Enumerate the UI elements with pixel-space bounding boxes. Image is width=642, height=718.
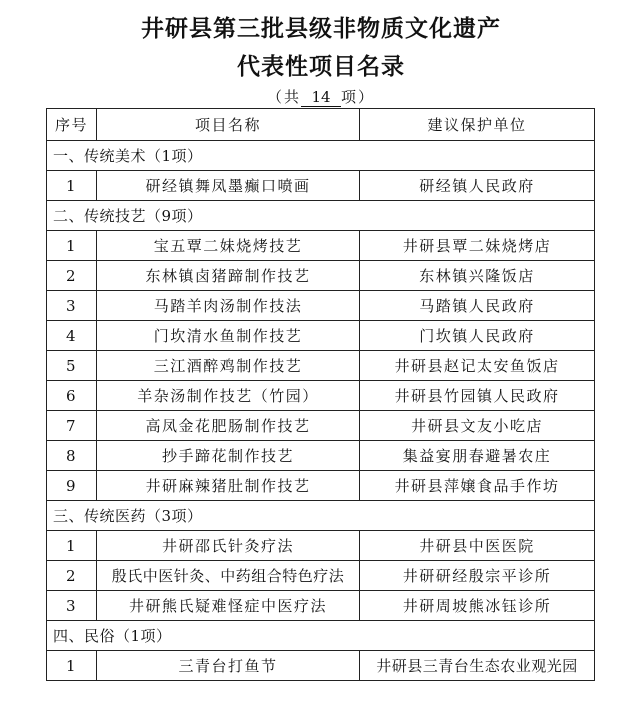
- header-no: 序号: [47, 109, 97, 141]
- table-row: [47, 441, 595, 471]
- table-row: [47, 291, 595, 321]
- row-no: 3: [47, 291, 97, 321]
- table-row: [47, 231, 595, 261]
- project-count: [0, 86, 642, 107]
- row-no: 8: [47, 441, 97, 471]
- category-label: 三、传统医药（3项）: [47, 501, 595, 531]
- table-row: [47, 321, 595, 351]
- header-name: 项目名称: [97, 109, 360, 141]
- count-prefix: （共: [266, 88, 301, 106]
- row-name: 研经镇舞凤墨癫口喷画: [97, 171, 360, 201]
- row-no: 6: [47, 381, 97, 411]
- row-unit: 井研周坡熊冰钰诊所: [360, 591, 595, 621]
- document-title-line2: 代表性项目名录: [237, 54, 405, 80]
- row-name: 高凤金花肥肠制作技艺: [97, 411, 360, 441]
- table-row: [47, 261, 595, 291]
- row-unit: 研经镇人民政府: [360, 171, 595, 201]
- row-name: 抄手蹄花制作技艺: [97, 441, 360, 471]
- table-row: [47, 381, 595, 411]
- row-name: 井研熊氏疑难怪症中医疗法: [97, 591, 360, 621]
- row-no: 9: [47, 471, 97, 501]
- category-label: 四、民俗（1项）: [47, 621, 595, 651]
- row-no: 7: [47, 411, 97, 441]
- row-unit: 井研县赵记太安鱼饭店: [360, 351, 595, 381]
- row-unit: 井研县萍嬢食品手作坊: [360, 471, 595, 501]
- category-label: 二、传统技艺（9项）: [47, 201, 595, 231]
- row-no: 1: [47, 531, 97, 561]
- row-no: 5: [47, 351, 97, 381]
- table-row: [47, 171, 595, 201]
- table-row: [47, 351, 595, 381]
- row-unit: 东林镇兴隆饭店: [360, 261, 595, 291]
- row-no: 3: [47, 591, 97, 621]
- row-name: 井研麻辣猪肚制作技艺: [97, 471, 360, 501]
- count-number: 14: [301, 88, 341, 107]
- row-name: 三青台打鱼节: [97, 651, 360, 681]
- row-name: 马踏羊肉汤制作技法: [97, 291, 360, 321]
- table-row: [47, 471, 595, 501]
- table-row: [47, 651, 595, 681]
- heritage-table: [46, 108, 595, 681]
- row-no: 1: [47, 231, 97, 261]
- document-title-line1: 井研县第三批县级非物质文化遗产: [141, 16, 501, 42]
- row-unit: 井研县竹园镇人民政府: [360, 381, 595, 411]
- row-no: 1: [47, 651, 97, 681]
- table-row: [47, 531, 595, 561]
- row-unit: 井研研经殷宗平诊所: [360, 561, 595, 591]
- row-unit: 集益宴朋春避暑农庄: [360, 441, 595, 471]
- row-no: 4: [47, 321, 97, 351]
- category-row: [47, 621, 595, 651]
- category-row: [47, 141, 595, 171]
- row-unit: 门坎镇人民政府: [360, 321, 595, 351]
- row-no: 2: [47, 261, 97, 291]
- table-row: [47, 561, 595, 591]
- table-row: [47, 591, 595, 621]
- row-unit: 井研县文友小吃店: [360, 411, 595, 441]
- row-unit: 马踏镇人民政府: [360, 291, 595, 321]
- table-row: [47, 411, 595, 441]
- row-name: 三江酒醉鸡制作技艺: [97, 351, 360, 381]
- header-unit: 建议保护单位: [360, 109, 595, 141]
- row-name: 东林镇卤猪蹄制作技艺: [97, 261, 360, 291]
- row-no: 2: [47, 561, 97, 591]
- row-unit: 井研县三青台生态农业观光园: [360, 651, 595, 681]
- count-suffix: 项）: [341, 88, 376, 106]
- category-label: 一、传统美术（1项）: [47, 141, 595, 171]
- category-row: [47, 201, 595, 231]
- row-name: 宝五覃二妹烧烤技艺: [97, 231, 360, 261]
- row-name: 殷氏中医针灸、中药组合特色疗法: [97, 561, 360, 591]
- row-name: 羊杂汤制作技艺（竹园）: [97, 381, 360, 411]
- category-row: [47, 501, 595, 531]
- row-name: 井研邵氏针灸疗法: [97, 531, 360, 561]
- header-row: [47, 109, 595, 141]
- row-unit: 井研县覃二妹烧烤店: [360, 231, 595, 261]
- row-unit: 井研县中医医院: [360, 531, 595, 561]
- row-no: 1: [47, 171, 97, 201]
- row-name: 门坎清水鱼制作技艺: [97, 321, 360, 351]
